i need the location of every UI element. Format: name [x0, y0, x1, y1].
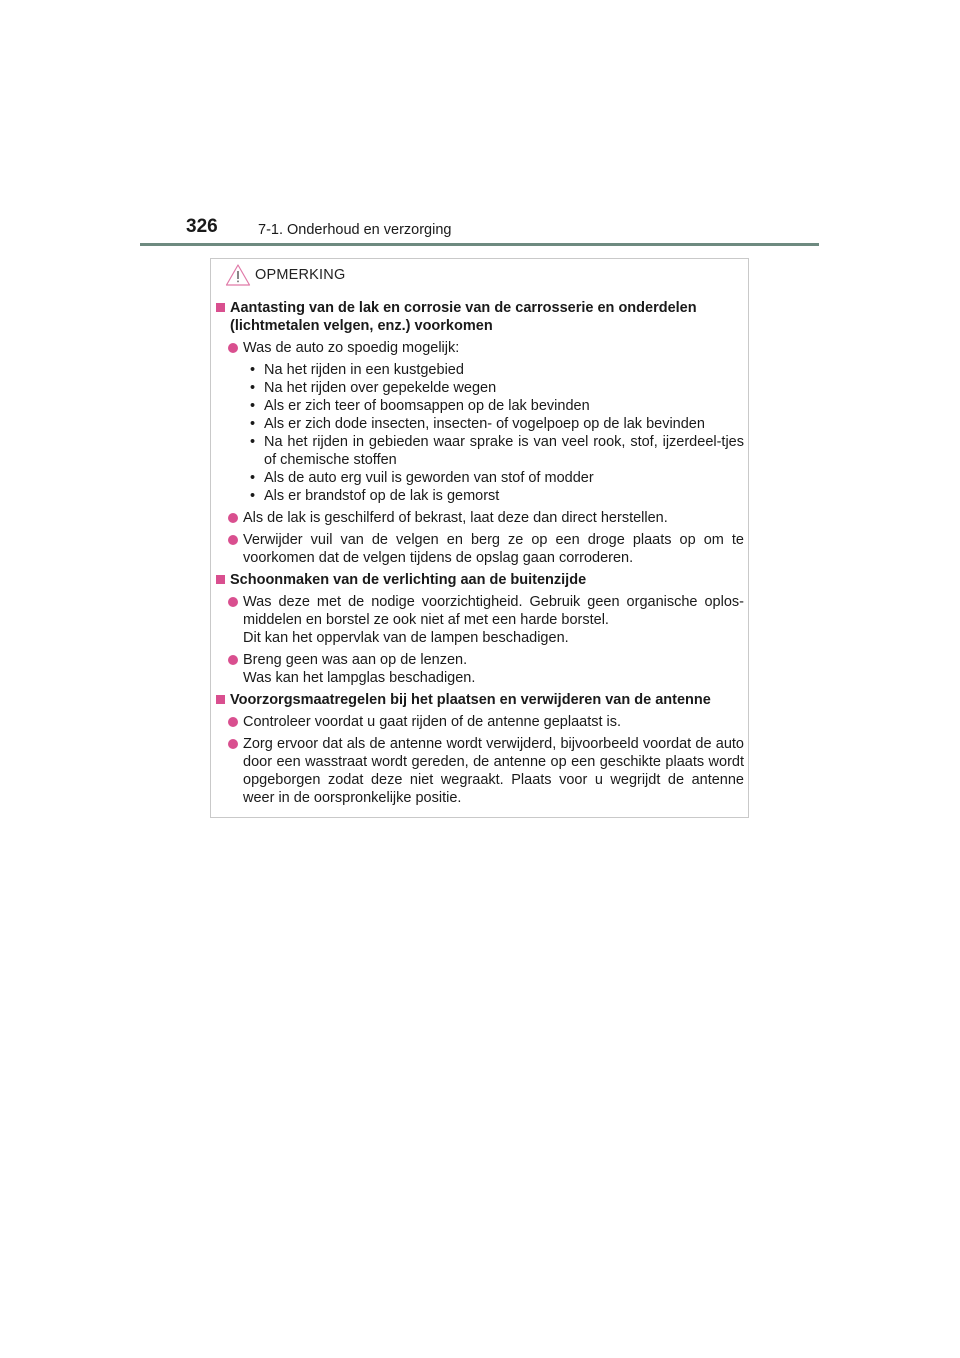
bullet-item [216, 713, 744, 731]
bullet-line: Was deze met de nodige voorzichtigheid. Gebruik geen organische oplos-middelen en borstel ze ook niet af met een harde borstel. [243, 594, 744, 628]
square-bullet-icon [216, 575, 225, 584]
section-heading [216, 299, 744, 335]
sub-item-text: Als er zich teer of boomsappen op de lak bevinden [264, 398, 590, 414]
sub-bullet-mark: • [250, 434, 256, 450]
circle-bullet-icon [228, 535, 238, 545]
sub-bullet-mark: • [250, 362, 256, 378]
sub-bullet-mark: • [250, 398, 256, 414]
sub-bullet-mark: • [250, 416, 256, 432]
bullet-line: Dit kan het oppervlak van de lampen beschadigen. [243, 630, 569, 646]
notice-box [210, 258, 749, 818]
bullet-item [216, 339, 744, 357]
sub-bullet-mark: • [250, 380, 256, 396]
bullet-text: Zorg ervoor dat als de antenne wordt verwijderd, bijvoorbeeld voordat de auto door een wasstraat wordt gereden, de antenne op een geschikte plaats wordt opgeborgen zodat deze niet wegraakt. Plaats voor u wegrijdt de antenne weer in de oorspronkelijke positie. [243, 736, 744, 806]
sub-list-item [216, 379, 744, 397]
sub-item-text: Na het rijden in gebieden waar sprake is van veel rook, stof, ijzerdeel-tjes of chemische stoffen [264, 434, 744, 468]
sub-list-item [216, 469, 744, 487]
bullet-text: Controleer voordat u gaat rijden of de antenne geplaatst is. [243, 714, 622, 730]
bullet-line: Was kan het lampglas beschadigen. [243, 670, 476, 686]
warning-triangle-icon [225, 263, 251, 287]
section-heading-text: Voorzorgsmaatregelen bij het plaatsen en verwijderen van de antenne [230, 692, 711, 708]
bullet-line: Breng geen was aan op de lenzen. [243, 652, 468, 668]
bullet-item [216, 735, 744, 807]
notice-label: OPMERKING [255, 267, 346, 283]
header-rule [140, 243, 819, 246]
bullet-text: Als de lak is geschilferd of bekrast, laat deze dan direct herstellen. [243, 510, 668, 526]
sub-bullet-mark: • [250, 488, 256, 504]
section-heading-text: Aantasting van de lak en corrosie van de carrosserie en onderdelen (lichtmetalen velgen, enz.) voorkomen [230, 300, 697, 334]
section-heading [216, 691, 744, 709]
section-title: 7-1. Onderhoud en verzorging [258, 222, 452, 238]
notice-header [225, 262, 345, 288]
circle-bullet-icon [228, 739, 238, 749]
bullet-text [243, 651, 744, 687]
bullet-text: Verwijder vuil van de velgen en berg ze op een droge plaats op om te voorkomen dat de velgen tijdens de opslag gaan corroderen. [243, 532, 744, 566]
bullet-text [243, 593, 744, 647]
sub-item-text: Als er brandstof op de lak is gemorst [264, 488, 500, 504]
square-bullet-icon [216, 695, 225, 704]
bullet-item [216, 651, 744, 687]
bullet-item [216, 593, 744, 647]
circle-bullet-icon [228, 513, 238, 523]
section-heading [216, 571, 744, 589]
square-bullet-icon [216, 303, 225, 312]
sub-item-text: Als er zich dode insecten, insecten- of vogelpoep op de lak bevinden [264, 416, 705, 432]
sub-list-item [216, 487, 744, 505]
sub-bullet-mark: • [250, 470, 256, 486]
sub-list-item [216, 397, 744, 415]
bullet-text: Was de auto zo spoedig mogelijk: [243, 340, 460, 356]
circle-bullet-icon [228, 655, 238, 665]
sub-list-item [216, 361, 744, 379]
bullet-item [216, 531, 744, 567]
page-number: 326 [186, 216, 218, 237]
sub-list-item [216, 415, 744, 433]
sub-list-item [216, 433, 744, 469]
circle-bullet-icon [228, 597, 238, 607]
sub-item-text: Als de auto erg vuil is geworden van stof of modder [264, 470, 594, 486]
section-heading-text: Schoonmaken van de verlichting aan de buitenzijde [230, 572, 587, 588]
sub-list [216, 361, 744, 505]
circle-bullet-icon [228, 717, 238, 727]
bullet-item [216, 509, 744, 527]
circle-bullet-icon [228, 343, 238, 353]
sub-item-text: Na het rijden in een kustgebied [264, 362, 464, 378]
sub-item-text: Na het rijden over gepekelde wegen [264, 380, 497, 396]
notice-body [216, 299, 744, 811]
